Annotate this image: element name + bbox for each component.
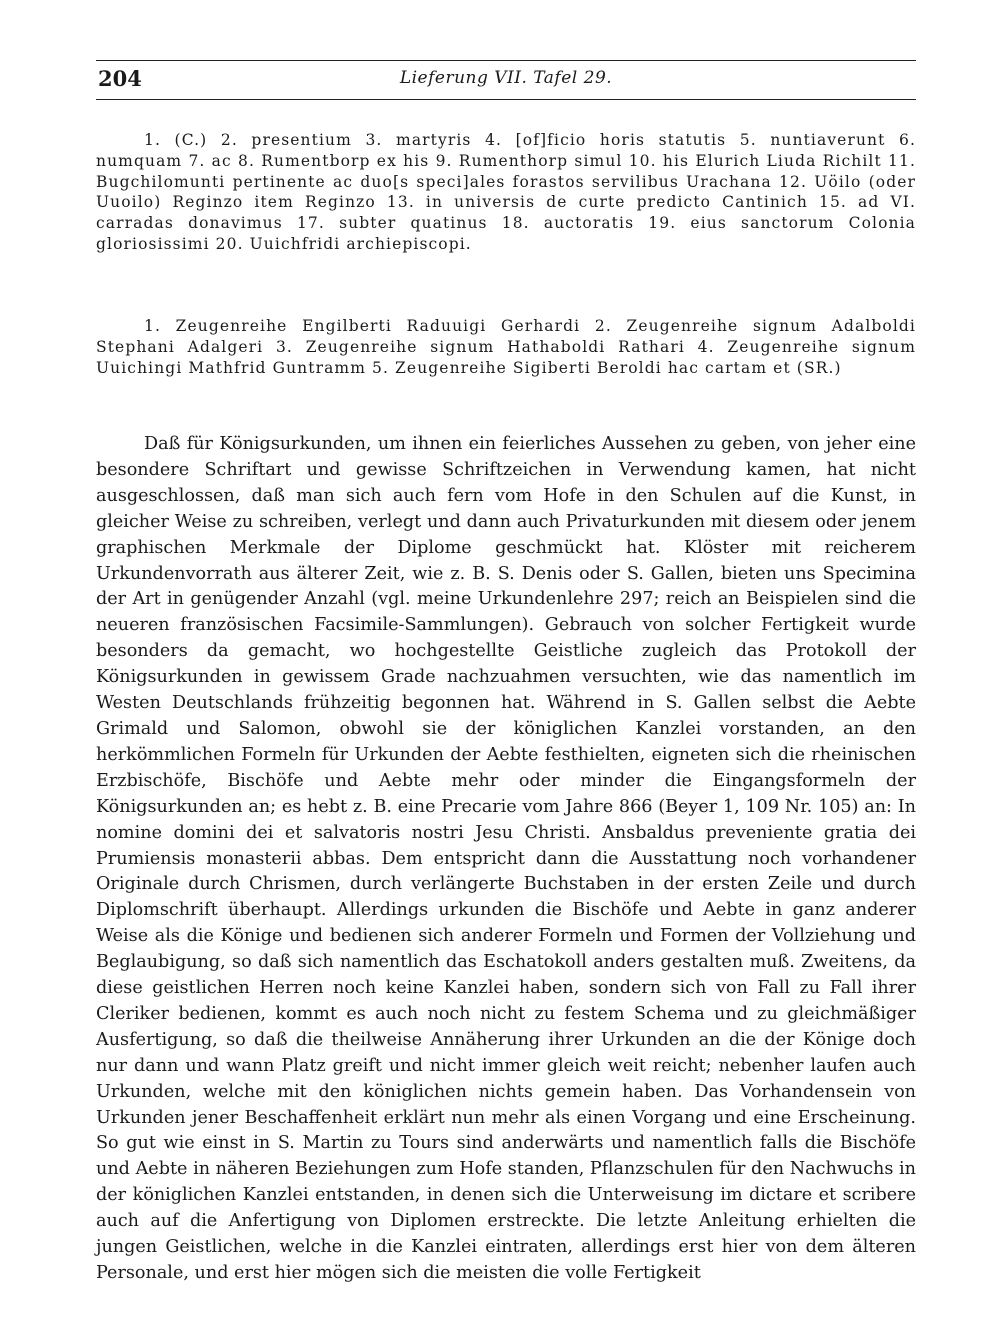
witness-list-notes — [96, 316, 916, 378]
header-rule-top — [96, 60, 916, 61]
header-rule-bottom — [96, 99, 916, 100]
running-title: Lieferung VII. Tafel 29. — [399, 68, 613, 88]
variant-readings-text: 1. (C.) 2. presentium 3. martyris 4. [of]ficio horis statutis 5. nuntiaverunt 6. numquam 7. ac 8. Rumentborp ex his 9. Rumenthorp simul 10. his Elurich Liuda Richilt 11. Bugchilomunti pertinente ac duo[s speci]ales forastos servilibus Urachana 12. Uöilo (oder Uuoilo) Reginzo item Reginzo 13. in universis de curte predicto Cantinich 15. ad VI. carradas donavimus 17. subter quatinus 18. auctoratis 19. eius sanctorum Colonia gloriosissimi 20. Uuichfridi archiepiscopi. — [96, 131, 916, 253]
page-header — [96, 64, 916, 96]
witness-list-text: 1. Zeugenreihe Engilberti Raduuigi Gerhardi 2. Zeugenreihe signum Adalboldi Stephani Adalgeri 3. Zeugenreihe signum Hathaboldi Rathari 4. Zeugenreihe signum Uuichingi Mathfrid Guntramm 5. Zeugenreihe Sigiberti Beroldi hac cartam et (SR.) — [96, 317, 916, 377]
variant-readings-notes — [96, 130, 916, 255]
page-number: 204 — [98, 66, 142, 91]
body-paragraph: Daß für Königsurkunden, um ihnen ein feierliches Aussehen zu geben, von jeher eine besondere Schriftart und gewisse Schriftzeichen in Verwendung kamen, hat nicht ausgeschlossen, daß man sich auch fern vom Hofe in den Schulen auf die Kunst, in gleicher Weise zu schreiben, verlegt und dann auch Privaturkunden mit diesem oder jenem graphischen Merkmale der Diplome geschmückt hat. Klöster mit reicherem Urkundenvorrath aus älterer Zeit, wie z. B. S. Denis oder S. Gallen, bieten uns Specimina der Art in genügender Anzahl (vgl. meine Urkundenlehre 297; reich an Beispielen sind die neueren französischen Facsimile-Sammlungen). Gebrauch von solcher Fertigkeit wurde besonders da gemacht, wo hochgestellte Geistliche zugleich das Protokoll der Königsurkunden in gewissem Grade nachzuahmen versuchten, wie das namentlich im Westen Deutschlands frühzeitig begonnen hat. Während in S. Gallen selbst die Aebte Grimald und Salomon, obwohl sie der königlichen Kanzlei vorstanden, an den herkömmlichen Formeln für Urkunden der Aebte festhielten, eigneten sich die rheinischen Erzbischöfe, Bischöfe und Aebte mehr oder minder die Eingangsformeln der Königsurkunden an; es hebt z. B. eine Precarie vom Jahre 866 (Beyer 1, 109 Nr. 105) an: In nomine domini dei et salvatoris nostri Jesu Christi. Ansbaldus preveniente gratia dei Prumiensis monasterii abbas. Dem entspricht dann die Ausstattung noch vorhandener Originale durch Chrismen, durch verlängerte Buchstaben in der ersten Zeile und durch Diplomschrift überhaupt. Allerdings urkunden die Bischöfe und Aebte in ganz anderer Weise als die Könige und bedienen sich anderer Formeln und Formen der Vollziehung und Beglaubigung, so daß sich namentlich das Eschatokoll anders gestalten muß. Zweitens, da diese geistlichen Herren noch keine Kanzlei haben, sondern sich von Fall zu Fall ihrer Cleriker bedienen, kommt es auch noch nicht zu festem Schema und zu gleichmäßiger Ausfertigung, so daß die theilweise Annäherung ihrer Urkunden an die der Könige doch nur dann und wann Platz greift und nicht immer gleich weit reicht; nebenher laufen auch Urkunden, welche mit den königlichen nichts gemein haben. Das Vorhandensein von Urkunden jener Beschaffenheit erklärt nun mehr als einen Vorgang und eine Erscheinung. So gut wie einst in S. Martin zu Tours sind anderwärts und namentlich falls die Bischöfe und Aebte in näheren Beziehungen zum Hofe standen, Pflanzschulen für den Nachwuchs in der königlichen Kanzlei entstanden, in denen sich die Unterweisung im dictare et scribere auch auf die Anfertigung von Diplomen erstreckte. Die letzte Anleitung erhielten die jungen Geistlichen, welche in die Kanzlei eintraten, allerdings erst hier von dem älteren Personale, und erst hier mögen sich die meisten die volle Fertigkeit — [96, 434, 916, 1283]
main-body — [96, 432, 916, 1287]
